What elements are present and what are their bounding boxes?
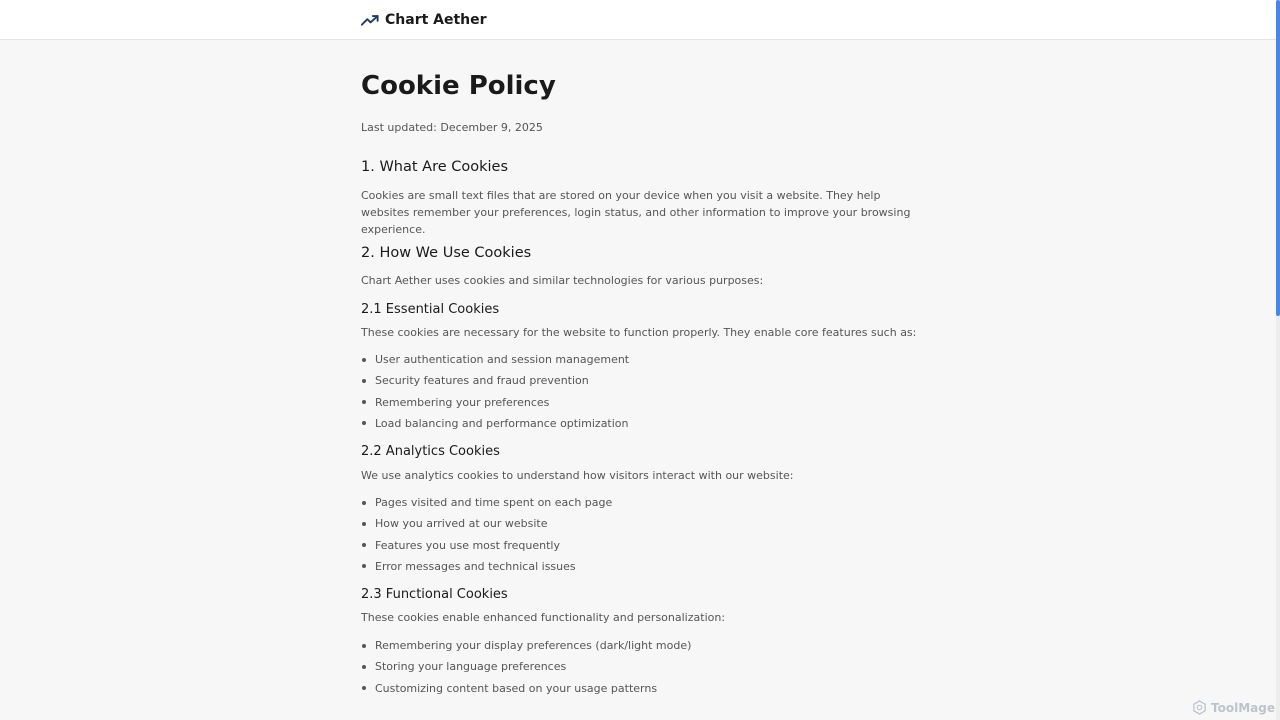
essential-cookies-list [361,351,629,436]
brand-name: Chart Aether [385,12,487,28]
list-item: Remembering your preferences [361,394,629,415]
trending-up-icon [361,13,380,27]
list-item: Security features and fraud prevention [361,372,629,393]
list-item: User authentication and session management [361,351,629,372]
functional-cookies-list [361,637,691,701]
section-paragraph-what-are-cookies: Cookies are small text files that are stored on your device when you visit a website. They help websites remember your preferences, login status, and other information to improve your browsing experience. [361,189,911,236]
subsection-heading-analytics: 2.2 Analytics Cookies [361,444,500,459]
list-item: How you arrived at our website [361,515,612,536]
list-item: Customizing content based on your usage patterns [361,680,691,701]
list-item: Features you use most frequently [361,537,612,558]
subsection-heading-functional: 2.3 Functional Cookies [361,587,508,602]
subsection-paragraph-functional: These cookies enable enhanced functionality and personalization: [361,611,726,624]
list-item: Remembering your display preferences (dark/light mode) [361,637,691,658]
list-item: Pages visited and time spent on each page [361,494,612,515]
subsection-paragraph-analytics: We use analytics cookies to understand how visitors interact with our website: [361,469,794,482]
page-scrollbar[interactable] [1276,0,1280,720]
brand-logo-link[interactable] [361,10,487,30]
subsection-heading-essential: 2.1 Essential Cookies [361,302,500,317]
list-item: Error messages and technical issues [361,558,612,579]
list-item: Storing your language preferences [361,658,691,679]
scrollbar-thumb[interactable] [1276,0,1280,316]
watermark-text: ToolMage [1211,700,1275,715]
list-item: Load balancing and performance optimization [361,415,629,436]
last-updated-text: Last updated: December 9, 2025 [361,121,543,134]
top-navigation-bar [0,0,1276,40]
subsection-paragraph-essential: These cookies are necessary for the website to function properly. They enable core features such as: [361,326,917,339]
analytics-cookies-list [361,494,612,579]
toolmage-watermark [1192,700,1275,715]
section-paragraph-how-we-use-cookies: Chart Aether uses cookies and similar technologies for various purposes: [361,274,764,287]
section-heading-what-are-cookies: 1. What Are Cookies [361,159,509,175]
page-title: Cookie Policy [361,71,556,101]
toolmage-logo-icon [1192,700,1207,715]
section-heading-how-we-use-cookies: 2. How We Use Cookies [361,245,532,261]
